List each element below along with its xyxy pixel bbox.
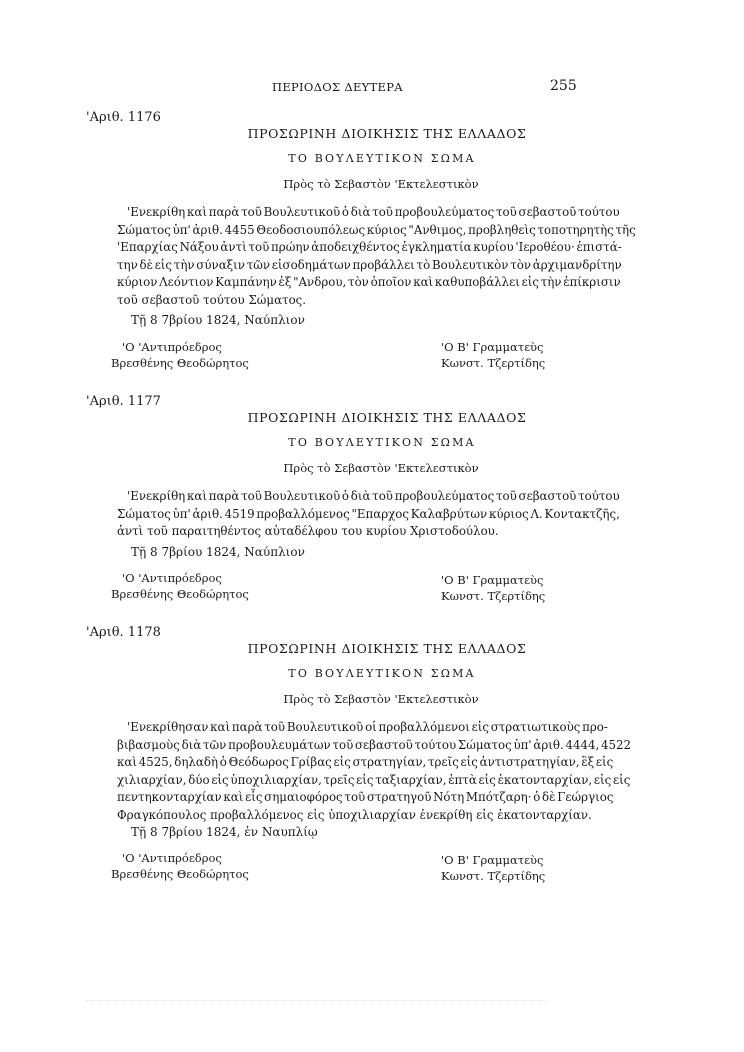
- signatory-right-name: Κωνστ. Τζερτίδης: [441, 869, 546, 883]
- document-subheading: ΤΟ ΒΟΥΛΕΥΤΙΚΟΝ ΣΩΜΑ: [288, 152, 476, 165]
- signatory-right-name: Κωνστ. Τζερτίδης: [441, 356, 546, 370]
- document-number: 'Αριθ. 1177: [86, 394, 161, 409]
- document-address: Πρὸς τὸ Σεβαστὸν 'Εκτελεστικὸν: [283, 692, 479, 706]
- body-line: 'Ενεκρίθη καὶ παρὰ τοῦ Βουλευτικοῦ ὁ διὰ τοῦ προβουλεύματος τοῦ σεβαστοῦ τούτου: [127, 205, 620, 219]
- page-number: 255: [550, 78, 577, 94]
- body-line: πεντηκονταρχίαν καὶ εἷς σημαιοφόρος τοῦ στρατηγοῦ Νότη Μπότζαρη· ὁ δὲ Γεώργιος: [117, 790, 614, 804]
- document-address: Πρὸς τὸ Σεβαστὸν 'Εκτελεστικὸν: [283, 461, 479, 475]
- signatory-left-name: Βρεσθένης Θεοδώρητος: [111, 867, 249, 881]
- body-line: καὶ 4525, δηλαδὴ ὁ Θεόδωρος Γρίβας εἰς στρατηγίαν, τρεῖς εἰς ἀντιστρατηγίαν, ἓξ εἰς: [117, 755, 614, 769]
- signatory-left-name: Βρεσθένης Θεοδώρητος: [111, 587, 249, 601]
- signatory-left-role: 'Ο 'Αντιπρόεδρος: [122, 340, 222, 354]
- body-line: Σώματος ὑπ' ἀριθ. 4519 προβαλλόμενος "Επαρχος Καλαβρύτων κύριος Λ. Κοντακτζῆς,: [117, 506, 620, 521]
- body-line: την δὲ εἰς τὴν σύναξιν τῶν εἰσοδημάτων προβάλλει τὸ Βουλευτικὸν τὸν ἀρχιμανδρίτην: [117, 257, 622, 272]
- running-head-title: ΠΕΡΙΟΔΟΣ ΔΕΥΤΕΡΑ: [272, 80, 403, 94]
- running-head: [0, 78, 744, 98]
- body-line: Φραγκόπουλος προβαλλόμενος εἰς ὑποχιλιαρχίαν ἐνεκρίθη εἰς ἑκατονταρχίαν.: [117, 807, 592, 822]
- signatory-right-name: Κωνστ. Τζερτίδης: [441, 589, 546, 603]
- document-subheading: ΤΟ ΒΟΥΛΕΥΤΙΚΟΝ ΣΩΜΑ: [288, 436, 476, 449]
- signatory-left-role: 'Ο 'Αντιπρόεδρος: [122, 571, 222, 585]
- document-body: [117, 204, 636, 309]
- body-line: τοῦ σεβαστοῦ τούτου Σώματος.: [117, 292, 307, 307]
- document-date: Τῇ 8 7βρίου 1824, ἐν Ναυπλίῳ: [131, 825, 318, 839]
- body-line: Σώματος ὑπ' ἀριθ. 4455 Θεοδοσιουπόλεως κύριος "Ανθιμος, προβληθεὶς τοποτηρητὴς τῆς: [117, 222, 636, 237]
- body-line: 'Επαρχίας Νάξου ἀντὶ τοῦ πρώην ἀποδειχθέντος ἐγκληματία κυρίου 'Ιεροθέου· ἐπιστά-: [117, 240, 622, 254]
- document-address: Πρὸς τὸ Σεβαστὸν 'Εκτελεστικὸν: [283, 177, 479, 191]
- body-line: 'Ενεκρίθη καὶ παρὰ τοῦ Βουλευτικοῦ ὁ διὰ τοῦ προβουλεύματος τοῦ σεβαστοῦ τούτου: [127, 489, 620, 503]
- signatory-right-role: 'Ο Β' Γραμματεὺς: [441, 573, 544, 587]
- body-line: κύριον Λεόντιον Καμπάνην ἐξ "Ανδρου, τὸν ὁποῖον καὶ καθυποβάλλει εἰς τὴν ἐπίκρισιν: [117, 275, 621, 289]
- signatory-left-name: Βρεσθένης Θεοδώρητος: [111, 356, 249, 370]
- signatory-right-role: 'Ο Β' Γραμματεὺς: [441, 340, 544, 354]
- document-1178: [0, 625, 744, 885]
- body-line: ἀντὶ τοῦ παραιτηθέντος αὐταδέλφου του κυρίου Χριστοδούλου.: [117, 524, 499, 538]
- document-number: 'Αριθ. 1176: [86, 110, 161, 125]
- document-1177: [0, 394, 744, 608]
- document-date: Τῇ 8 7βρίου 1824, Ναύπλιον: [131, 545, 305, 559]
- body-line: 'Ενεκρίθησαν καὶ παρὰ τοῦ Βουλευτικοῦ οἱ προβαλλόμενοι εἰς στρατιωτικοὺς προ-: [127, 720, 608, 734]
- document-heading: ΠΡΟΣΩΡΙΝΗ ΔΙΟΙΚΗΣΙΣ ΤΗΣ ΕΛΛΑΔΟΣ: [247, 410, 527, 425]
- document-1176: [0, 110, 744, 370]
- document-heading: ΠΡΟΣΩΡΙΝΗ ΔΙΟΙΚΗΣΙΣ ΤΗΣ ΕΛΛΑΔΟΣ: [247, 641, 527, 656]
- scan-artifact-line: [86, 1000, 546, 1002]
- document-body: [117, 719, 632, 824]
- document-heading: ΠΡΟΣΩΡΙΝΗ ΔΙΟΙΚΗΣΙΣ ΤΗΣ ΕΛΛΑΔΟΣ: [247, 126, 527, 141]
- body-line: βιβασμοὺς διὰ τῶν προβουλευμάτων τοῦ σεβαστοῦ τούτου Σώματος ὑπ' ἀριθ. 4444, 4522: [117, 737, 632, 752]
- document-number: 'Αριθ. 1178: [86, 625, 161, 640]
- signatory-right-role: 'Ο Β' Γραμματεὺς: [441, 853, 544, 867]
- document-subheading: ΤΟ ΒΟΥΛΕΥΤΙΚΟΝ ΣΩΜΑ: [288, 667, 476, 680]
- body-line: χιλιαρχίαν, δύο εἰς ὑποχιλιαρχίαν, τρεῖς εἰς ταξιαρχίαν, ἑπτὰ εἰς ἑκατονταρχίαν, εἰς εἰς: [117, 772, 631, 787]
- document-date: Τῇ 8 7βρίου 1824, Ναύπλιον: [131, 313, 305, 327]
- document-body: [117, 488, 620, 541]
- signatory-left-role: 'Ο 'Αντιπρόεδρος: [122, 851, 222, 865]
